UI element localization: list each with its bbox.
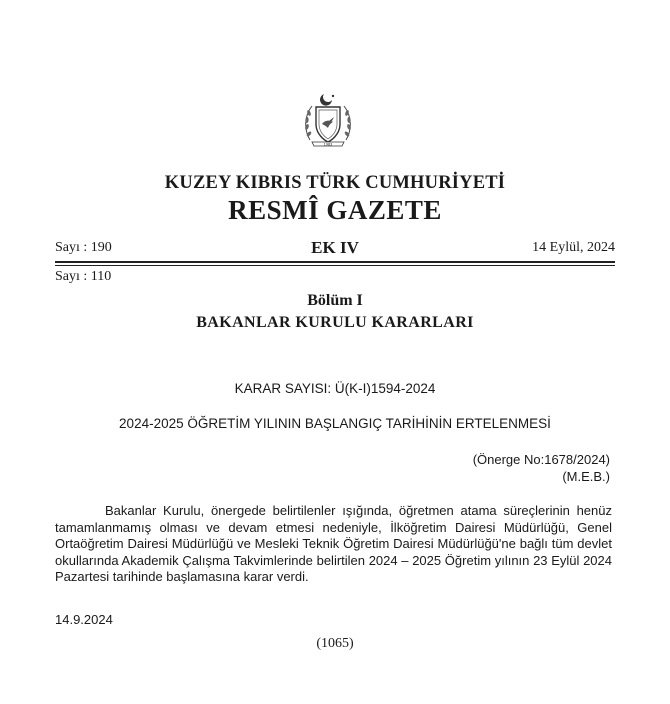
country-name: KUZEY KIBRIS TÜRK CUMHURİYETİ xyxy=(164,173,506,193)
page-number: (1065) xyxy=(316,636,354,651)
decision-title: 2024-2025 ÖĞRETİM YILININ BAŞLANGIÇ TARİHİNİN ERTELENMESİ xyxy=(119,416,551,431)
motion-number: (Önerge No:1678/2024) xyxy=(472,452,610,467)
motion-reference xyxy=(473,451,610,485)
issue-header-row xyxy=(55,238,615,258)
decision-number: KARAR SAYISI: Ü(K-I)1594-2024 xyxy=(234,381,436,396)
coat-of-arms-emblem xyxy=(300,90,356,150)
section-label: Bölüm I xyxy=(307,292,363,309)
issue-date: 14 Eylül, 2024 xyxy=(532,240,615,255)
emblem-year: 1983 xyxy=(323,142,333,147)
gazette-title: RESMÎ GAZETE xyxy=(228,195,442,225)
appendix-label: EK IV xyxy=(311,238,359,257)
header-rule-thick xyxy=(55,261,615,263)
ministry-abbrev: (M.E.B.) xyxy=(562,469,610,484)
secondary-issue-number: Sayı : 110 xyxy=(55,269,112,284)
decision-date: 14.9.2024 xyxy=(55,612,113,627)
section-name: BAKANLAR KURULU KARARLARI xyxy=(196,314,474,331)
decision-body: Bakanlar Kurulu, önergede belirtilenler ışığında, öğretmen atama süreçlerinin henüz tamamlanmamış olması ve devam etmesi nedeniyle, İlköğretim Dairesi Müdürlüğü, Genel Ortaöğretim Dairesi Müdürlüğü ve Mesleki Teknik Öğretim Dairesi Müdürlüğü'ne bağlı tüm devlet okullarında Akademik Çalışma Takvimlerinde belirtilen 2024 – 2025 Öğretim yılının 23 Eylül 2024 Pazartesi tarihinde başlamasına karar verdi. xyxy=(55,503,612,584)
issue-number: Sayı : 190 xyxy=(55,240,112,255)
header-rule-thin xyxy=(55,265,615,266)
